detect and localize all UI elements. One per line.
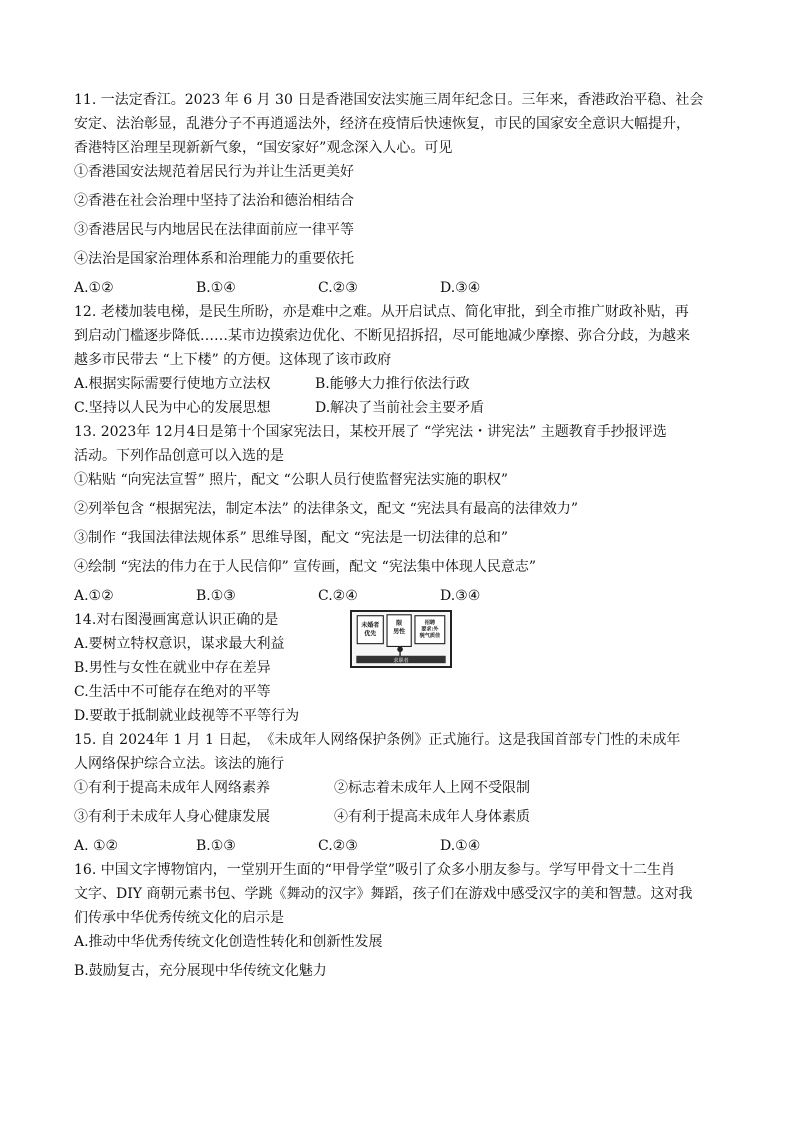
question-stem-line: 11. 一法定香江。2023 年 6 月 30 日是香港国安法实施三周年纪念日。三年来，香港政治平稳、社会 xyxy=(74,92,704,108)
question-stem-line: 14.对右图漫画寓意认识正确的是 xyxy=(74,612,279,628)
question-13 xyxy=(74,420,734,608)
option-d: D.解决了当前社会主要矛盾 xyxy=(315,400,485,416)
answer-options xyxy=(74,372,734,396)
statement-item: ③香港居民与内地居民在法律面前应一律平等 xyxy=(74,222,354,238)
answer-options xyxy=(74,276,734,300)
question-stem-line: 12. 老楼加装电梯，是民生所盼，亦是难中之难。从开启试点、简化审批，到全市推广财政补贴，再 xyxy=(74,304,689,320)
option-c: C.坚持以人民为中心的发展思想 xyxy=(74,400,271,416)
option-a: A. ①② xyxy=(74,838,119,854)
option-d: D.要敢于抵制就业歧视等不平等行为 xyxy=(74,708,300,724)
statement-item: ①有利于提高未成年人网络素养 xyxy=(74,780,270,796)
option-d: D.③④ xyxy=(440,280,481,296)
option-b: B.能够大力推行依法行政 xyxy=(315,376,470,392)
cartoon-middle-sign: 限男性 xyxy=(393,620,406,636)
statement-item: ④有利于提高未成年人身体素质 xyxy=(334,809,530,825)
statement-item: ③有利于未成年人身心健康发展 xyxy=(74,809,270,825)
statement-item: ③制作 “我国法律法规体系” 思维导图，配文 “宪法是一切法律的总和” xyxy=(74,530,508,546)
option-b: B.①④ xyxy=(196,280,236,296)
statement-item: ④法治是国家治理体系和治理能力的重要依托 xyxy=(74,251,354,267)
question-stem-line: 活动。下列作品创意可以入选的是 xyxy=(74,448,284,464)
question-stem-line: 文字、DIY 商朝元素书包、学跳《舞动的汉字》舞蹈，孩子们在游戏中感受汉字的美和智慧。这对我 xyxy=(74,886,693,902)
statement-item: ②香港在社会治理中坚持了法治和德治相结合 xyxy=(74,193,354,209)
option-b: B.鼓励复古，充分展现中华传统文化魅力 xyxy=(74,963,327,979)
cartoon-image xyxy=(350,610,452,668)
option-b: B.①③ xyxy=(196,838,236,854)
option-c: C.②③ xyxy=(318,838,358,854)
option-d: D.①④ xyxy=(440,838,481,854)
option-a: A.推动中华优秀传统文化创造性转化和创新性发展 xyxy=(74,934,383,950)
option-b: B.①③ xyxy=(196,588,236,604)
option-a: A.要树立特权意识，谋求最大利益 xyxy=(74,636,285,652)
option-a: A.①② xyxy=(74,588,114,604)
statement-row xyxy=(74,805,734,829)
option-a: A.①② xyxy=(74,280,114,296)
answer-options xyxy=(74,834,734,858)
option-c: C.生活中不可能存在绝对的平等 xyxy=(74,684,271,700)
statement-row xyxy=(74,776,734,800)
statement-item: ②列举包含 “根据宪法，制定本法” 的法律条文，配文 “宪法具有最高的法律效力” xyxy=(74,501,578,517)
question-stem-line: 到启动门槛逐步降低……某市边摸索边优化、不断见招拆招，尽可能地减少摩擦、弥合分歧，为越来 xyxy=(74,328,690,344)
question-12 xyxy=(74,300,734,420)
exam-page xyxy=(74,88,734,983)
statement-item: ②标志着未成年人上网不受限制 xyxy=(334,780,530,796)
option-b: B.男性与女性在就业中存在差异 xyxy=(74,660,271,676)
question-stem-line: 15. 自 2024年 1 月 1 日起， 《未成年人网络保护条例》正式施行。这是我国首部专门性的未成年 xyxy=(74,732,681,748)
question-14 xyxy=(74,608,734,728)
statement-item: ①香港国安法规范着居民行为并让生活更美好 xyxy=(74,164,354,180)
cartoon-left-sign: 未婚者优先 xyxy=(361,621,380,638)
question-15 xyxy=(74,728,734,858)
question-16 xyxy=(74,858,734,983)
option-a: A.根据实际需要行使地方立法权 xyxy=(74,376,271,392)
option-c: C.②③ xyxy=(318,280,358,296)
cartoon-bottom-label: 求职者 xyxy=(393,657,409,664)
statement-item: ①粘贴 “向宪法宣誓” 照片，配文 “公职人员行使监督宪法实施的职权” xyxy=(74,472,508,488)
question-stem-line: 越多市民带去 “上下楼” 的方便。这体现了该市政府 xyxy=(74,352,392,368)
question-stem-line: 13. 2023年 12月4日是第十个国家宪法日，某校开展了 “学宪法・讲宪法” 主题教育手抄报评选 xyxy=(74,424,667,440)
question-stem-line: 香港特区治理呈现新新气象，“国安家好”观念深入人心。可见 xyxy=(74,140,453,156)
option-c: C.②④ xyxy=(318,588,358,604)
question-stem-line: 们传承中华优秀传统文化的启示是 xyxy=(74,910,284,926)
question-stem-line: 人网络保护综合立法。该法的施行 xyxy=(74,756,284,772)
answer-options xyxy=(74,584,734,608)
cartoon-right-sign: 招聘要求:外貌气质佳 xyxy=(419,620,441,640)
statement-item: ④绘制 “宪法的伟力在于人民信仰” 宣传画，配文 “宪法集中体现人民意志” xyxy=(74,559,536,575)
question-11 xyxy=(74,88,734,300)
question-stem-line: 安定、法治彰显，乱港分子不再逍遥法外，经济在疫情后快速恢复，市民的国家安全意识大幅提升， xyxy=(74,116,690,132)
option-d: D.③④ xyxy=(440,588,481,604)
question-stem-line: 16. 中国文字博物馆内，一堂别开生面的“甲骨学堂”吸引了众多小朋友参与。学写甲骨文十二生肖 xyxy=(74,862,676,878)
answer-options xyxy=(74,396,734,420)
